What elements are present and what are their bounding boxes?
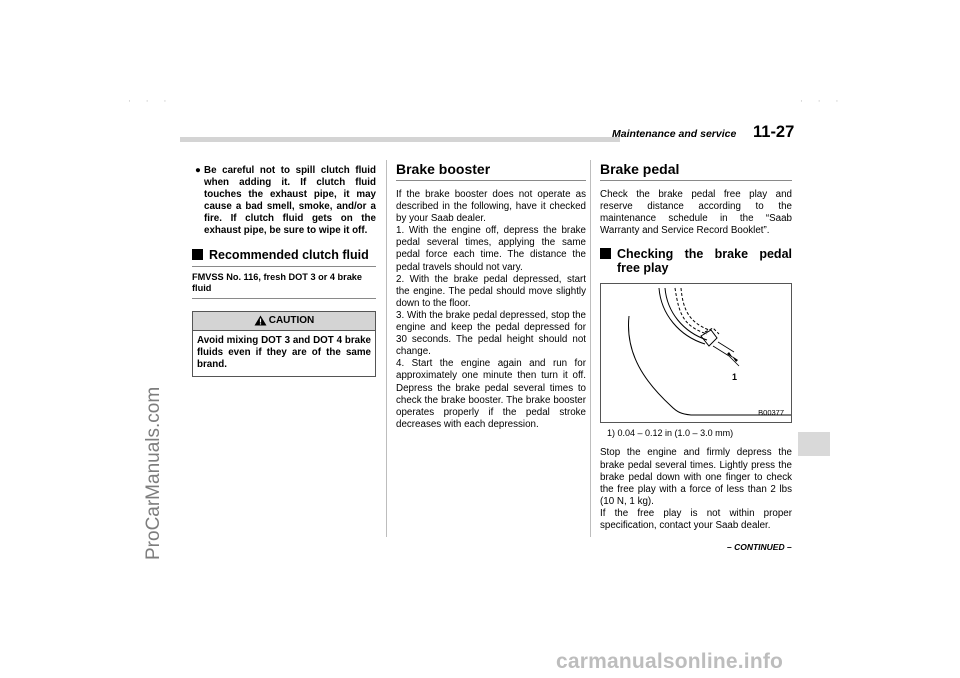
warning-triangle-icon <box>254 315 267 326</box>
brake-pedal-figure <box>600 283 792 423</box>
column-1 <box>192 165 376 377</box>
chapter-tab <box>798 432 830 456</box>
header-section-title: Maintenance and service <box>612 128 737 140</box>
booster-step-2: 2. With the brake pedal depressed, start the engine. The pedal should move slightly down to the floor. <box>396 273 586 309</box>
header-bar <box>180 137 620 142</box>
section-square-icon <box>600 248 611 259</box>
brake-pedal-diagram <box>601 284 791 422</box>
booster-step-4: 4. Start the engine again and run for approximately one minute then turn it off. Depress the brake pedal several times to check the brake booster. The brake booster operates properly if the pedal stroke decreases with each depression. <box>396 358 586 430</box>
page-number: 11-27 <box>753 123 795 141</box>
footer-watermark-url: carmanualsonline.info <box>556 650 784 673</box>
section-square-icon <box>192 249 203 260</box>
section-heading-clutch-fluid <box>192 248 376 262</box>
title-rule <box>396 180 586 181</box>
fluid-spec: FMVSS No. 116, fresh DOT 3 or 4 brake fluid <box>192 271 363 293</box>
caution-box <box>192 311 376 377</box>
brake-pedal-title: Brake pedal <box>600 161 680 177</box>
brake-booster-title: Brake booster <box>396 161 491 177</box>
column-divider-2 <box>590 160 591 537</box>
section-heading-text: Checking the brake pedal free play <box>617 247 792 276</box>
column-divider-1 <box>386 160 387 537</box>
warning-bullet <box>192 165 376 238</box>
pedal-dealer-text: If the free play is not within proper specification, contact your Saab dealer. <box>600 507 792 532</box>
figure-caption: 1) 0.04 – 0.12 in (1.0 – 3.0 mm) <box>607 428 734 439</box>
spec-rule <box>192 298 376 299</box>
figure-callout-1: 1 <box>732 372 738 383</box>
bullet-dot-icon: ● <box>195 165 201 176</box>
continued-label: – CONTINUED – <box>727 542 792 552</box>
pedal-check-text: Stop the engine and firmly depress the brake pedal several times. Lightly press the brake pedal down with one finger to check the free play with a force of less than 2 lbs (10 N, 1 kg). <box>600 447 792 507</box>
section-heading-text: Recommended clutch fluid <box>209 247 369 262</box>
caution-header <box>193 312 375 331</box>
section-rule <box>192 266 376 267</box>
booster-step-1: 1. With the engine off, depress the brake pedal several times, applying the same pedal force each time. The distance the pedal travels should not vary. <box>396 225 586 273</box>
crop-mark-right: · · · <box>800 97 845 107</box>
caution-text: Avoid mixing DOT 3 and DOT 4 brake fluids even if they are of the same brand. <box>197 334 371 370</box>
booster-intro: If the brake booster does not operate as described in the following, have it checked by your Saab dealer. <box>396 189 586 225</box>
warning-bullet-text: Be careful not to spill clutch fluid when adding it. If clutch fluid touches the exhaust pipe, it may cause a bad smell, smoke, and/or a fire. If clutch fluid gets on the exhaust pipe, be sure to wipe it off. <box>204 165 376 237</box>
section-heading-free-play <box>600 247 792 275</box>
figure-code: B00377 <box>758 408 784 418</box>
caution-label: CAUTION <box>268 314 315 326</box>
booster-step-3: 3. With the brake pedal depressed, stop the engine and keep the pedal depressed for 30 seconds. The pedal height should not change. <box>396 309 586 358</box>
title-rule <box>600 180 792 181</box>
column-2 <box>396 161 586 431</box>
pedal-intro: Check the brake pedal free play and reserve distance according to the maintenance schedule in the “Saab Warranty and Service Record Booklet”. <box>600 189 792 237</box>
crop-mark-left: · · · <box>128 97 173 107</box>
side-watermark: ProCarManuals.com <box>143 386 164 560</box>
column-3 <box>600 161 792 532</box>
